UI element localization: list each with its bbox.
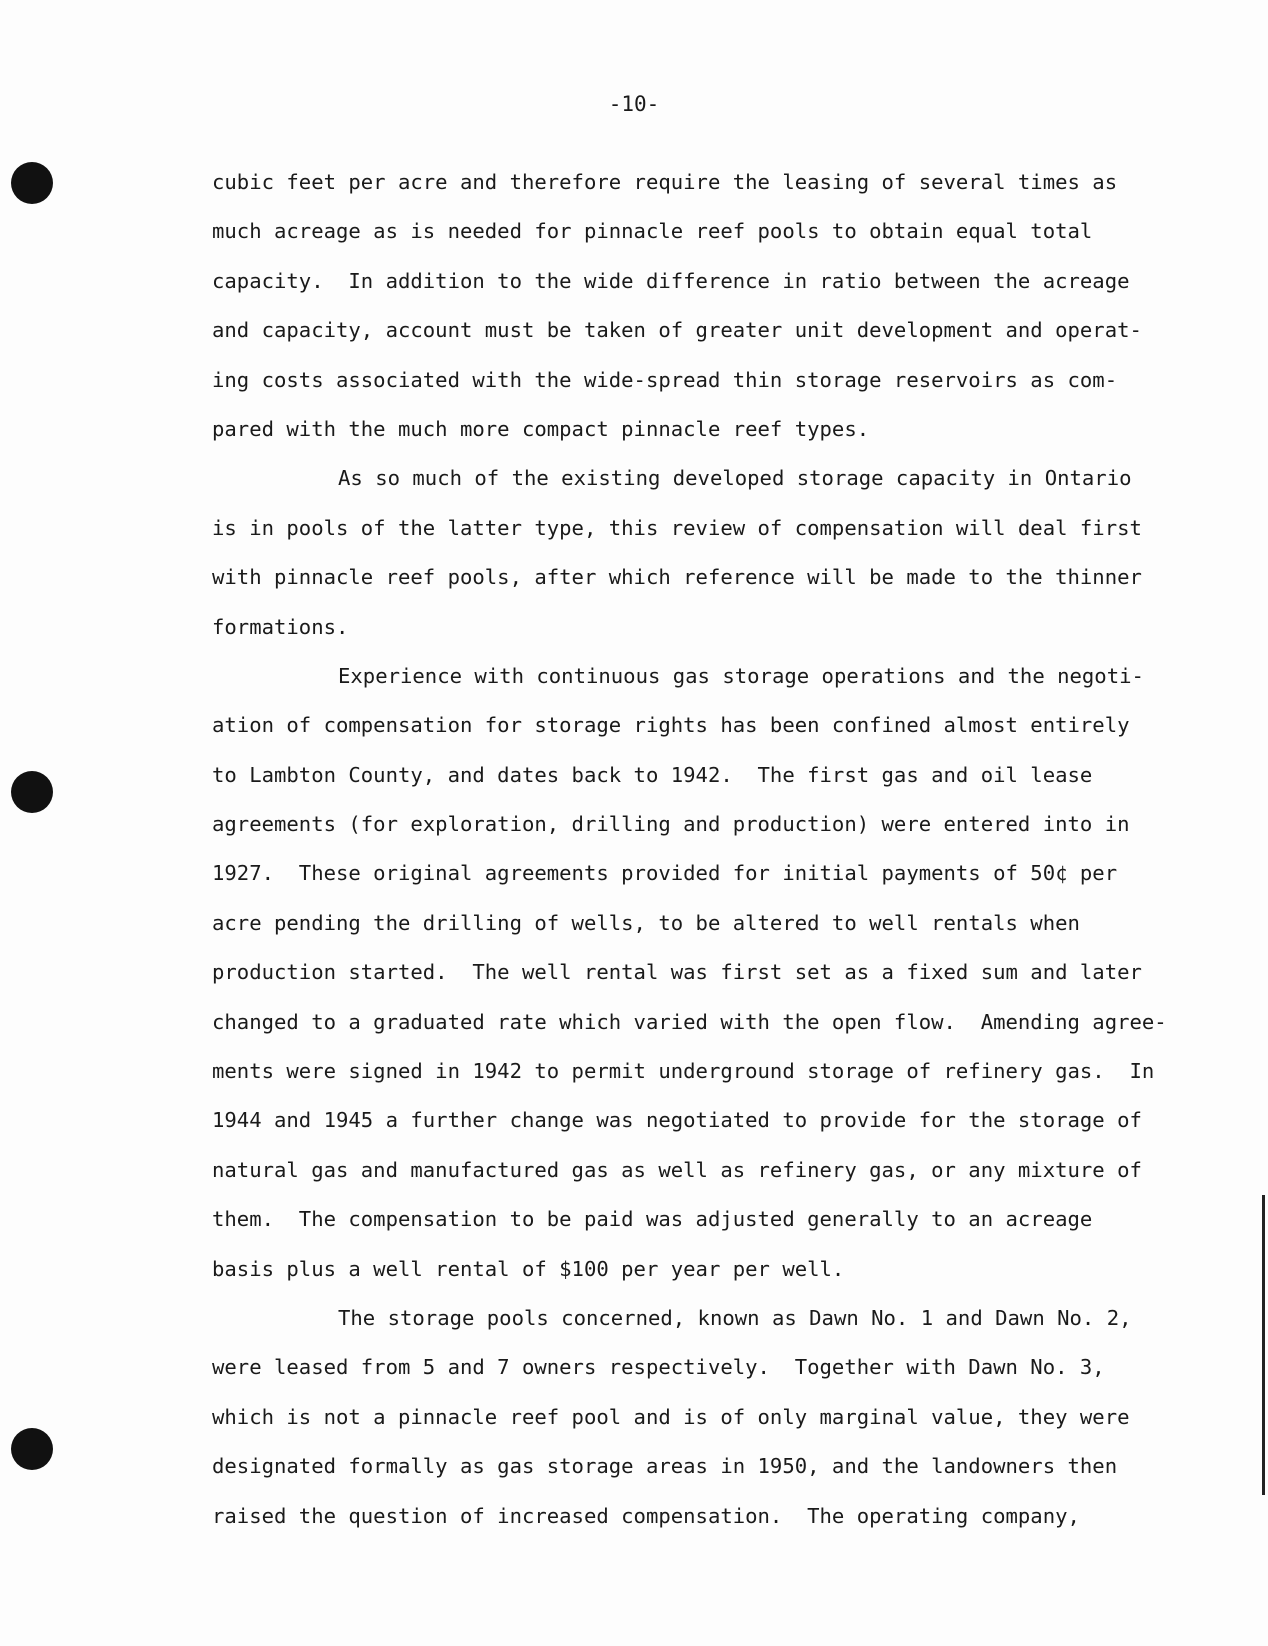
text-line: were leased from 5 and 7 owners respectively. Together with Dawn No. 3, <box>212 1355 1105 1380</box>
text-line: with pinnacle reef pools, after which reference will be made to the thinner <box>212 565 1142 590</box>
text-line: to Lambton County, and dates back to 1942. The first gas and oil lease <box>212 762 1093 787</box>
text-line: changed to a graduated rate which varied with the open flow. Amending agree- <box>212 1009 1167 1034</box>
text-line: basis plus a well rental of $100 per year per well. <box>212 1256 845 1281</box>
text-line: much acreage as is needed for pinnacle reef pools to obtain equal total <box>212 219 1093 244</box>
text-line: The storage pools concerned, known as Dawn No. 1 and Dawn No. 2, <box>338 1305 1132 1330</box>
text-line: ation of compensation for storage rights has been confined almost entirely <box>212 713 1130 738</box>
binder-hole-bottom <box>11 1428 53 1470</box>
text-line: formations. <box>212 614 349 639</box>
body-text <box>212 158 1202 1541</box>
text-line: capacity. In addition to the wide difference in ratio between the acreage <box>212 268 1130 293</box>
text-line: production started. The well rental was first set as a fixed sum and later <box>212 960 1142 985</box>
text-line: 1927. These original agreements provided for initial payments of 50¢ per <box>212 861 1118 886</box>
text-line: agreements (for exploration, drilling and production) were entered into in <box>212 812 1130 837</box>
text-line: and capacity, account must be taken of greater unit development and operat- <box>212 318 1142 343</box>
text-line: Experience with continuous gas storage operations and the negoti- <box>338 663 1144 688</box>
text-line: As so much of the existing developed storage capacity in Ontario <box>338 466 1132 491</box>
text-line: 1944 and 1945 a further change was negotiated to provide for the storage of <box>212 1108 1142 1133</box>
text-line: ments were signed in 1942 to permit underground storage of refinery gas. In <box>212 1059 1155 1084</box>
text-line: natural gas and manufactured gas as well as refinery gas, or any mixture of <box>212 1157 1142 1182</box>
text-line: pared with the much more compact pinnacle reef types. <box>212 416 870 441</box>
text-line: raised the question of increased compensation. The operating company, <box>212 1503 1080 1528</box>
text-line: is in pools of the latter type, this review of compensation will deal first <box>212 515 1142 540</box>
text-line: acre pending the drilling of wells, to be altered to well rentals when <box>212 910 1080 935</box>
page-number: -10- <box>608 92 660 116</box>
binder-hole-middle <box>11 771 53 813</box>
text-line: designated formally as gas storage areas in 1950, and the landowners then <box>212 1454 1118 1479</box>
text-line: cubic feet per acre and therefore require the leasing of several times as <box>212 170 1118 194</box>
binder-hole-top <box>11 162 53 204</box>
text-line: which is not a pinnacle reef pool and is of only marginal value, they were <box>212 1404 1130 1429</box>
scan-edge-mark <box>1262 1195 1265 1495</box>
text-line: ing costs associated with the wide-spread thin storage reservoirs as com- <box>212 367 1118 392</box>
text-line: them. The compensation to be paid was adjusted generally to an acreage <box>212 1207 1093 1232</box>
